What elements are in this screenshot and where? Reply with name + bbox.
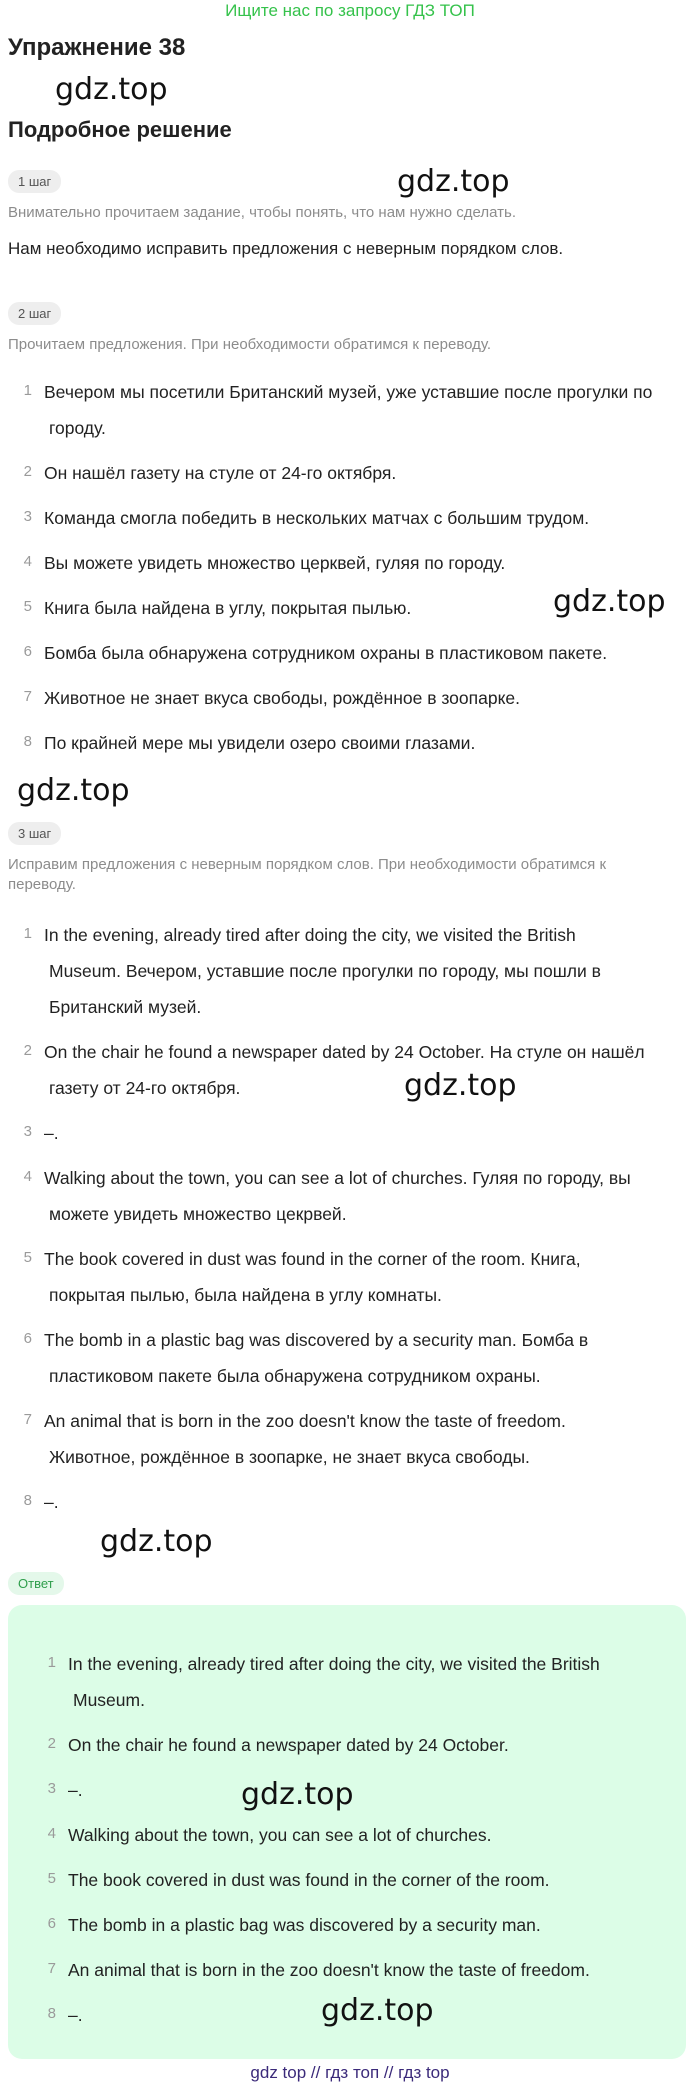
item-number: 3 (47, 1780, 56, 1797)
step-badge-2: 2 шаг (8, 302, 61, 325)
item-text: Бомба была обнаружена сотрудником охраны в пластиковом пакете. (44, 643, 608, 663)
item-text: Животное не знает вкуса свободы, рождённое в зоопарке. (44, 688, 521, 708)
item-text: An animal that is born in the zoo doesn't know the taste of freedom. (68, 1960, 590, 1980)
step-badge-1: 1 шаг (8, 170, 61, 193)
item-text: The book covered in dust was found in the corner of the room. Книга, (44, 1249, 581, 1269)
item-text: Он нашёл газету на стуле от 24-го октября. (44, 463, 397, 483)
item-text: Животное, рождённое в зоопарке, не знает вкуса свободы. (49, 1447, 530, 1467)
item-number: 6 (47, 1915, 56, 1932)
item-number: 1 (23, 925, 32, 942)
item-text: газету от 24-го октября. (49, 1078, 241, 1098)
item-number: 2 (47, 1735, 56, 1752)
solution-heading: Подробное решение (8, 117, 232, 142)
item-text: –. (44, 1123, 59, 1143)
item-number: 2 (23, 463, 32, 480)
item-text: The bomb in a plastic bag was discovered by a security man. (68, 1915, 541, 1935)
step-lead: Нам необходимо исправить предложения с неверным порядком слов. (8, 239, 564, 258)
item-text: On the chair he found a newspaper dated by 24 October. На стуле он нашёл (44, 1042, 645, 1062)
item-text: Вы можете увидеть множество церквей, гуляя по городу. (44, 553, 506, 573)
item-number: 2 (23, 1042, 32, 1059)
item-text: Walking about the town, you can see a lot of churches. Гуляя по городу, вы (44, 1168, 631, 1188)
item-number: 4 (23, 1168, 32, 1185)
item-number: 5 (23, 598, 32, 615)
footer-links[interactable]: gdz top // гдз топ // гдз top (250, 2063, 450, 2082)
item-text: An animal that is born in the zoo doesn't know the taste of freedom. (44, 1411, 566, 1431)
item-number: 7 (47, 1960, 56, 1977)
item-number: 8 (47, 2005, 56, 2022)
item-number: 4 (23, 553, 32, 570)
item-number: 7 (23, 1411, 32, 1428)
step-note: Исправим предложения с неверным порядком слов. При необходимости обратимся к переводу. (8, 856, 607, 893)
step-note: Прочитаем предложения. При необходимости обратимся к переводу. (8, 336, 492, 353)
item-text: In the evening, already tired after doing the city, we visited the British (44, 925, 576, 945)
item-number: 4 (47, 1825, 56, 1842)
watermark: gdz.top (321, 1993, 434, 2028)
item-text: The bomb in a plastic bag was discovered by a security man. Бомба в (44, 1330, 589, 1350)
search-hint-link[interactable]: Ищите нас по запросу ГДЗ ТОП (225, 1, 475, 20)
item-number: 6 (23, 1330, 32, 1347)
item-text: In the evening, already tired after doing the city, we visited the British (68, 1654, 600, 1674)
watermark: gdz.top (100, 1524, 213, 1559)
item-number: 3 (23, 508, 32, 525)
item-text: можете увидеть множество цекрвей. (49, 1204, 347, 1224)
item-number: 5 (47, 1870, 56, 1887)
watermark: gdz.top (241, 1777, 354, 1812)
item-text: –. (44, 1492, 59, 1512)
item-number: 5 (23, 1249, 32, 1266)
watermark: gdz.top (17, 773, 130, 808)
page-title: Упражнение 38 (8, 34, 186, 61)
item-text: Книга была найдена в углу, покрытая пылью. (44, 598, 412, 618)
watermark: gdz.top (553, 584, 666, 619)
item-text: По крайней мере мы увидели озеро своими глазами. (44, 733, 476, 753)
item-text: Команда смогла победить в нескольких матчах с большим трудом. (44, 508, 590, 528)
item-text: Museum. (73, 1690, 145, 1710)
item-text: –. (68, 2005, 83, 2025)
item-text: городу. (49, 418, 106, 438)
item-number: 8 (23, 733, 32, 750)
item-number: 8 (23, 1492, 32, 1509)
watermark: gdz.top (55, 72, 168, 107)
item-text: On the chair he found a newspaper dated by 24 October. (68, 1735, 509, 1755)
step-badge-3: 3 шаг (8, 822, 61, 845)
item-text: The book covered in dust was found in the corner of the room. (68, 1870, 550, 1890)
item-text: –. (68, 1780, 83, 1800)
item-text: покрытая пылью, была найдена в углу комнаты. (49, 1285, 442, 1305)
item-number: 1 (47, 1654, 56, 1671)
item-number: 3 (23, 1123, 32, 1140)
item-text: Вечером мы посетили Британский музей, уже уставшие после прогулки по (44, 382, 653, 402)
item-number: 7 (23, 688, 32, 705)
item-text: Британский музей. (49, 997, 202, 1017)
step-note: Внимательно прочитаем задание, чтобы понять, что нам нужно сделать. (8, 204, 517, 221)
item-number: 1 (23, 382, 32, 399)
item-text: пластиковом пакете была обнаружена сотрудником охраны. (49, 1366, 541, 1386)
watermark: gdz.top (404, 1068, 517, 1103)
item-number: 6 (23, 643, 32, 660)
watermark: gdz.top (397, 164, 510, 199)
answer-badge: Ответ (8, 1572, 64, 1595)
item-text: Walking about the town, you can see a lot of churches. (68, 1825, 492, 1845)
item-text: Museum. Вечером, уставшие после прогулки по городу, мы пошли в (49, 961, 601, 981)
